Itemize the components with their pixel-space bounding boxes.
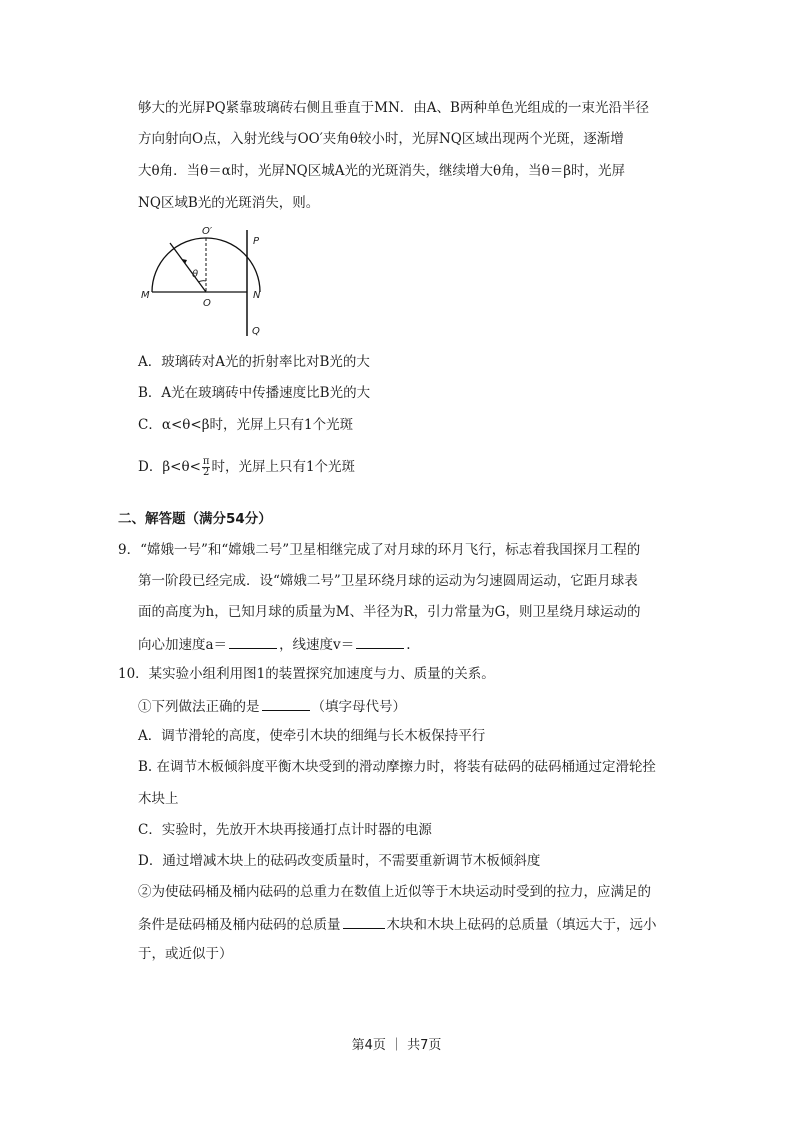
p9-accel-label: 向心加速度a＝ [138, 637, 228, 653]
p9-line-3: 面的高度为h，已知月球的质量为M、半径为R，引力常量为G，则卫星绕月球运动的 [138, 604, 641, 620]
p8-line-2: 方向射向O点，入射光线与OO′夹角θ较小时，光屏NQ区域出现两个光斑，逐渐增 [138, 131, 624, 147]
incident-ray [170, 243, 206, 292]
section-title: 二、解答题（满分54分） [118, 511, 272, 527]
p9-line-2: 第一阶段已经完成．设“嫦娥二号”卫星环绕月球的运动为匀速圆周运动，它距月球表 [138, 573, 638, 589]
label-p: P [253, 236, 260, 247]
p8-option-d [138, 457, 355, 478]
pi-over-2-fraction [202, 457, 211, 478]
p10-q2-text-a: 条件是砝码桶及桶内砝码的总质量 [138, 917, 341, 933]
label-theta: θ [192, 269, 199, 280]
label-n: N [253, 290, 261, 301]
fraction-numerator: π [202, 456, 210, 467]
p10-option-c: C．实验时，先放开木块再接通打点计时器的电源 [138, 822, 432, 838]
p9-velocity-label: ，线速度v＝ [279, 637, 355, 653]
p8-option-c: C．α<θ<β时，光屏上只有1个光斑 [138, 417, 354, 433]
velocity-answer-blank[interactable] [356, 635, 404, 649]
p10-option-a: A．调节滑轮的高度，使牵引木块的细绳与长木板保持平行 [138, 728, 486, 744]
q2-answer-blank[interactable] [343, 915, 385, 929]
label-o: O [203, 298, 211, 309]
p8-line-4: NQ区域B光的光斑消失，则。 [138, 195, 320, 211]
fraction-denominator: 2 [202, 467, 210, 478]
q1-answer-blank[interactable] [262, 697, 310, 711]
p8-option-a: A．玻璃砖对A光的折射率比对B光的大 [138, 354, 370, 370]
p8-line-1: 够大的光屏PQ紧靠玻璃砖右侧且垂直于MN．由A、B两种单色光组成的一束光沿半径 [138, 100, 649, 116]
label-o-prime: O′ [202, 226, 213, 237]
theta-angle-arc [198, 281, 206, 282]
label-m: M [141, 290, 150, 301]
p10-q1 [138, 697, 406, 715]
p8-line-3: 大θ角．当θ＝α时，光屏NQ区城A光的光斑消失，继续增大θ角，当θ＝β时，光屏 [138, 163, 626, 179]
p10-q2-line2 [138, 915, 657, 933]
glass-brick-figure [136, 224, 272, 340]
p9-line-4 [138, 635, 411, 653]
p10-line-1: 10．某实验小组利用图1的装置探究加速度与力、质量的关系。 [118, 666, 495, 682]
p10-option-b-line2: 木块上 [138, 791, 179, 807]
acceleration-answer-blank[interactable] [229, 635, 277, 649]
p10-option-b-line1: B. 在调节木板倾斜度平衡木块受到的滑动摩擦力时，将装有砝码的砝码桶通过定滑轮拴 [138, 759, 657, 775]
p10-q1-hint: （填字母代号） [311, 699, 406, 715]
p8-option-d-prefix: D．β<θ< [138, 459, 201, 475]
p10-option-d: D．通过增减木块上的砝码改变质量时，不需要重新调节木板倾斜度 [138, 853, 541, 869]
p10-q2-line3: 于，或近似于） [138, 946, 233, 962]
p10-q2-text-b: 木块和木块上砝码的总质量（填远大于，远小 [386, 917, 657, 933]
p9-period: . [406, 637, 411, 653]
p9-line-1: 9．“嫦娥一号”和“嫦娥二号”卫星相继完成了对月球的环月飞行，标志着我国探月工程的 [118, 542, 641, 558]
p8-option-d-suffix: 时，光屏上只有1个光斑 [211, 459, 356, 475]
label-q: Q [252, 326, 260, 337]
p10-q2-line1: ②为使砝码桶及桶内砝码的总重力在数值上近似等于木块运动时受到的拉力，应满足的 [138, 884, 651, 900]
p10-q1-text: ①下列做法正确的是 [138, 699, 260, 715]
p8-option-b: B．A光在玻璃砖中传播速度比B光的大 [138, 385, 371, 401]
page-footer: 第4页 ｜ 共7页 [351, 1038, 442, 1053]
